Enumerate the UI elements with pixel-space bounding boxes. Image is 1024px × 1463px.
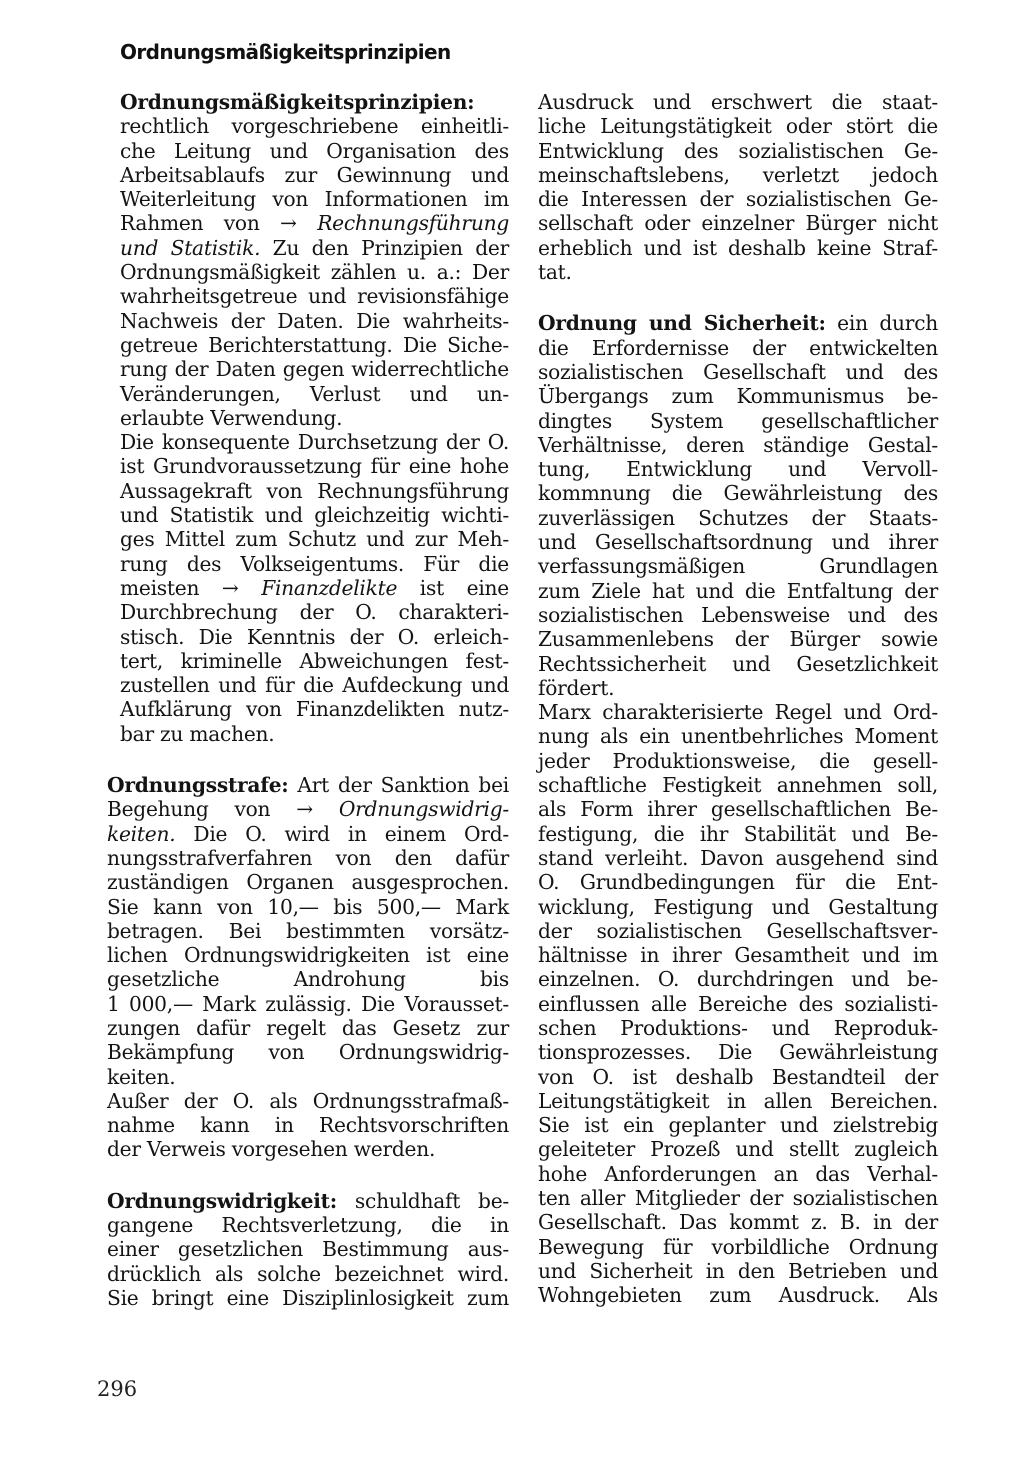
text-line: dingtes System gesellschaftlicher xyxy=(538,408,938,433)
text-line xyxy=(107,90,509,114)
text-line: jeder Produktionsweise, die gesell- xyxy=(538,748,938,773)
text-line: Durchbrechung der O. charakteri- xyxy=(120,600,509,625)
text-line: der sozialistischen Gesellschaftsver- xyxy=(538,918,938,943)
text-line: Sie kann von 10,— bis 500,— Mark xyxy=(107,894,509,919)
text-line: fördert. xyxy=(538,675,615,700)
cross-reference: Rechnungsführung xyxy=(317,211,509,236)
text-line: tert, kriminelle Abweichungen fest- xyxy=(120,648,509,673)
text-line: rung der Daten gegen widerrechtliche xyxy=(120,357,509,382)
text-line: die Erfordernisse der entwickelten xyxy=(538,335,938,360)
text-line: keiten. xyxy=(107,1064,176,1089)
text-line: sozialistischen Gesellschaft und des xyxy=(538,359,938,384)
text-line: Ordnungsmäßigkeit zählen u. a.: Der xyxy=(120,260,509,285)
text-line: betragen. Bei bestimmten vorsätz- xyxy=(107,918,509,943)
text-line: erlaubte Verwendung. xyxy=(120,405,343,430)
text-line: Zusammenlebens der Bürger sowie xyxy=(538,627,938,652)
text-line: rung des Volkseigentums. Für die xyxy=(120,551,509,576)
text-line xyxy=(107,236,509,260)
text-line: getreue Berichterstattung. Die Siche- xyxy=(120,332,509,357)
text-line xyxy=(107,576,509,600)
text-line xyxy=(107,211,509,235)
text-line: ten aller Mitglieder der sozialistischen xyxy=(538,1186,938,1211)
text-line: und Sicherheit in den Betrieben und xyxy=(538,1258,938,1283)
text-line: Ausdruck und erschwert die staat- xyxy=(538,90,938,114)
text-line: Marx charakterisierte Regel und Ord- xyxy=(538,700,938,725)
running-head: Ordnungsmäßigkeitsprinzipien xyxy=(120,40,451,64)
text-line: Übergangs zum Kommunismus be- xyxy=(538,384,938,409)
text-line: Verhältnisse, deren ständige Gestal- xyxy=(538,432,938,457)
text-line: Veränderungen, Verlust und un- xyxy=(120,381,509,406)
text-line: und Statistik und gleichzeitig wichti- xyxy=(120,503,509,528)
text-line: Arbeitsablaufs zur Gewinnung und xyxy=(120,162,509,187)
text-line: sellschaft oder einzelner Bürger nicht xyxy=(538,211,938,236)
text-line: gangene Rechtsverletzung, die in xyxy=(107,1213,509,1238)
entry-term: Ordnungsstrafe: xyxy=(107,773,289,798)
text-line: der Verweis vorgesehen werden. xyxy=(107,1137,436,1162)
entry-ordnungsmaessigkeitsprinzipien xyxy=(107,90,509,746)
text-line: nung als ein unentbehrliches Moment xyxy=(538,724,938,749)
text-span: Rahmen von → xyxy=(120,211,318,236)
cross-reference: und Statistik. xyxy=(120,235,261,260)
text-line: Aufklärung von Finanzdelikten nutz- xyxy=(120,697,509,722)
text-line: geleiteter Prozeß und stellt zugleich xyxy=(538,1137,938,1162)
text-line xyxy=(107,822,509,846)
text-line: drücklich als solche bezeichnet wird. xyxy=(107,1261,509,1286)
entry-ordnungswidrigkeit xyxy=(107,1189,509,1310)
text-line: Die konsequente Durchsetzung der O. xyxy=(120,430,509,455)
text-line: hohe Anforderungen an das Verhal- xyxy=(538,1161,938,1186)
page-number: 296 xyxy=(97,1377,138,1401)
text-line: Gesellschaft. Das kommt z. B. in der xyxy=(538,1210,938,1235)
text-line: hältnisse in ihrer Gesamtheit und im xyxy=(538,943,938,968)
text-span: ist eine xyxy=(397,575,509,600)
text-line: Aussagekraft von Rechnungsführung xyxy=(120,478,509,503)
text-span: Zu den Prinzipien der xyxy=(260,235,509,260)
text-line: bar zu machen. xyxy=(120,721,275,746)
text-line: sozialistischen Lebensweise und des xyxy=(538,602,938,627)
text-line: Entwicklung des sozialistischen Ge- xyxy=(538,138,938,163)
cross-reference: Finanzdelikte xyxy=(261,575,398,600)
text-line: Bewegung für vorbildliche Ordnung xyxy=(538,1234,938,1259)
text-line: nahme kann in Rechtsvorschriften xyxy=(107,1113,509,1138)
text-line: Sie ist ein geplanter und zielstrebig xyxy=(538,1113,938,1138)
text-line xyxy=(538,311,938,335)
entry-term: Ordnungswidrigkeit: xyxy=(107,1188,337,1213)
text-span: Art der Sanktion bei xyxy=(288,773,509,798)
text-line: tung, Entwicklung und Vervoll- xyxy=(538,457,938,482)
text-line: zum Ziele hat und die Entfaltung der xyxy=(538,578,938,603)
text-line: Bekämpfung von Ordnungswidrig- xyxy=(107,1040,509,1065)
text-line: als Form ihrer gesellschaftlichen Be- xyxy=(538,797,938,822)
text-line: zuverlässigen Schutzes der Staats- xyxy=(538,505,938,530)
text-line: von O. ist deshalb Bestandteil der xyxy=(538,1064,938,1089)
text-line: einer gesetzlichen Bestimmung aus- xyxy=(107,1237,509,1262)
text-line: tat. xyxy=(538,260,572,285)
text-line: Sie bringt eine Disziplinlosigkeit zum xyxy=(107,1285,509,1310)
text-line: zungen dafür regelt das Gesetz zur xyxy=(107,1015,509,1040)
text-line: Wohngebieten zum Ausdruck. Als xyxy=(538,1283,938,1308)
text-line: kommnung die Gewährleistung des xyxy=(538,481,938,506)
entry-ordnung-und-sicherheit xyxy=(538,311,938,1307)
text-line: stisch. Die Kenntnis der O. erleich- xyxy=(120,624,509,649)
entry-ordnungswidrigkeit-continued xyxy=(538,90,938,284)
text-line: Leitungstätigkeit in allen Bereichen. xyxy=(538,1088,938,1113)
entry-term: Ordnungsmäßigkeitsprinzipien: xyxy=(120,90,475,114)
text-line: festigung, die ihr Stabilität und Be- xyxy=(538,821,938,846)
text-span: Die O. wird in einem Ord- xyxy=(175,821,509,846)
text-line: einflussen alle Bereiche des sozialisti- xyxy=(538,991,938,1016)
text-line: liche Leitungstätigkeit oder stört die xyxy=(538,114,938,139)
text-line: ist Grundvoraussetzung für eine hohe xyxy=(120,454,509,479)
text-line: 1 000,— Mark zulässig. Die Vorausset- xyxy=(107,991,509,1016)
text-line: die Interessen der sozialistischen Ge- xyxy=(538,187,938,212)
text-line: stand verleiht. Davon ausgehend sind xyxy=(538,845,938,870)
text-span: ein durch xyxy=(825,311,938,336)
text-line xyxy=(107,773,509,797)
text-line: einzelnen. O. durchdringen und be- xyxy=(538,967,938,992)
entry-ordnungsstrafe xyxy=(107,773,509,1162)
text-line: lichen Ordnungswidrigkeiten ist eine xyxy=(107,943,509,968)
text-line: schaftliche Festigkeit annehmen soll, xyxy=(538,773,938,798)
text-line: rechtlich vorgeschriebene einheitli- xyxy=(120,114,509,139)
text-line: tionsprozesses. Die Gewährleistung xyxy=(538,1040,938,1065)
text-line: zustellen und für die Aufdeckung und xyxy=(120,673,509,698)
text-line: wicklung, Festigung und Gestaltung xyxy=(538,894,938,919)
left-column xyxy=(107,90,509,1310)
entry-gap xyxy=(107,1162,509,1189)
text-line: verfassungsmäßigen Grundlagen xyxy=(538,554,938,579)
text-line: wahrheitsgetreue und revisionsfähige xyxy=(120,284,509,309)
text-line xyxy=(107,797,509,821)
text-line: Nachweis der Daten. Die wahrheits- xyxy=(120,308,509,333)
right-column xyxy=(538,90,938,1308)
cross-reference: Ordnungswidrig- xyxy=(338,797,509,822)
text-line: Rechtssicherheit und Gesetzlichkeit xyxy=(538,651,938,676)
text-line: Weiterleitung von Informationen im xyxy=(120,187,509,212)
text-line: schen Produktions- und Reproduk- xyxy=(538,1015,938,1040)
text-span: schuldhaft be- xyxy=(336,1188,509,1213)
entry-term: Ordnung und Sicherheit: xyxy=(538,311,826,336)
text-line: erheblich und ist deshalb keine Straf- xyxy=(538,235,938,260)
text-line: nungsstrafverfahren von den dafür xyxy=(107,845,509,870)
cross-reference: keiten. xyxy=(107,821,176,846)
text-line: Außer der O. als Ordnungsstrafmaß- xyxy=(107,1088,509,1113)
text-line: O. Grundbedingungen für die Ent- xyxy=(538,870,938,895)
text-line: und Gesellschaftsordnung und ihrer xyxy=(538,530,938,555)
entry-gap xyxy=(538,284,938,311)
text-line: che Leitung und Organisation des xyxy=(120,138,509,163)
text-span: meisten → xyxy=(120,575,262,600)
text-span: Begehung von → xyxy=(107,797,339,822)
text-line xyxy=(107,1189,509,1213)
text-line: ges Mittel zum Schutz und zur Meh- xyxy=(120,527,509,552)
entry-gap xyxy=(107,746,509,773)
text-line: zuständigen Organen ausgesprochen. xyxy=(107,870,509,895)
text-line: gesetzliche Androhung bis xyxy=(107,967,509,992)
text-line: meinschaftslebens, verletzt jedoch xyxy=(538,162,938,187)
